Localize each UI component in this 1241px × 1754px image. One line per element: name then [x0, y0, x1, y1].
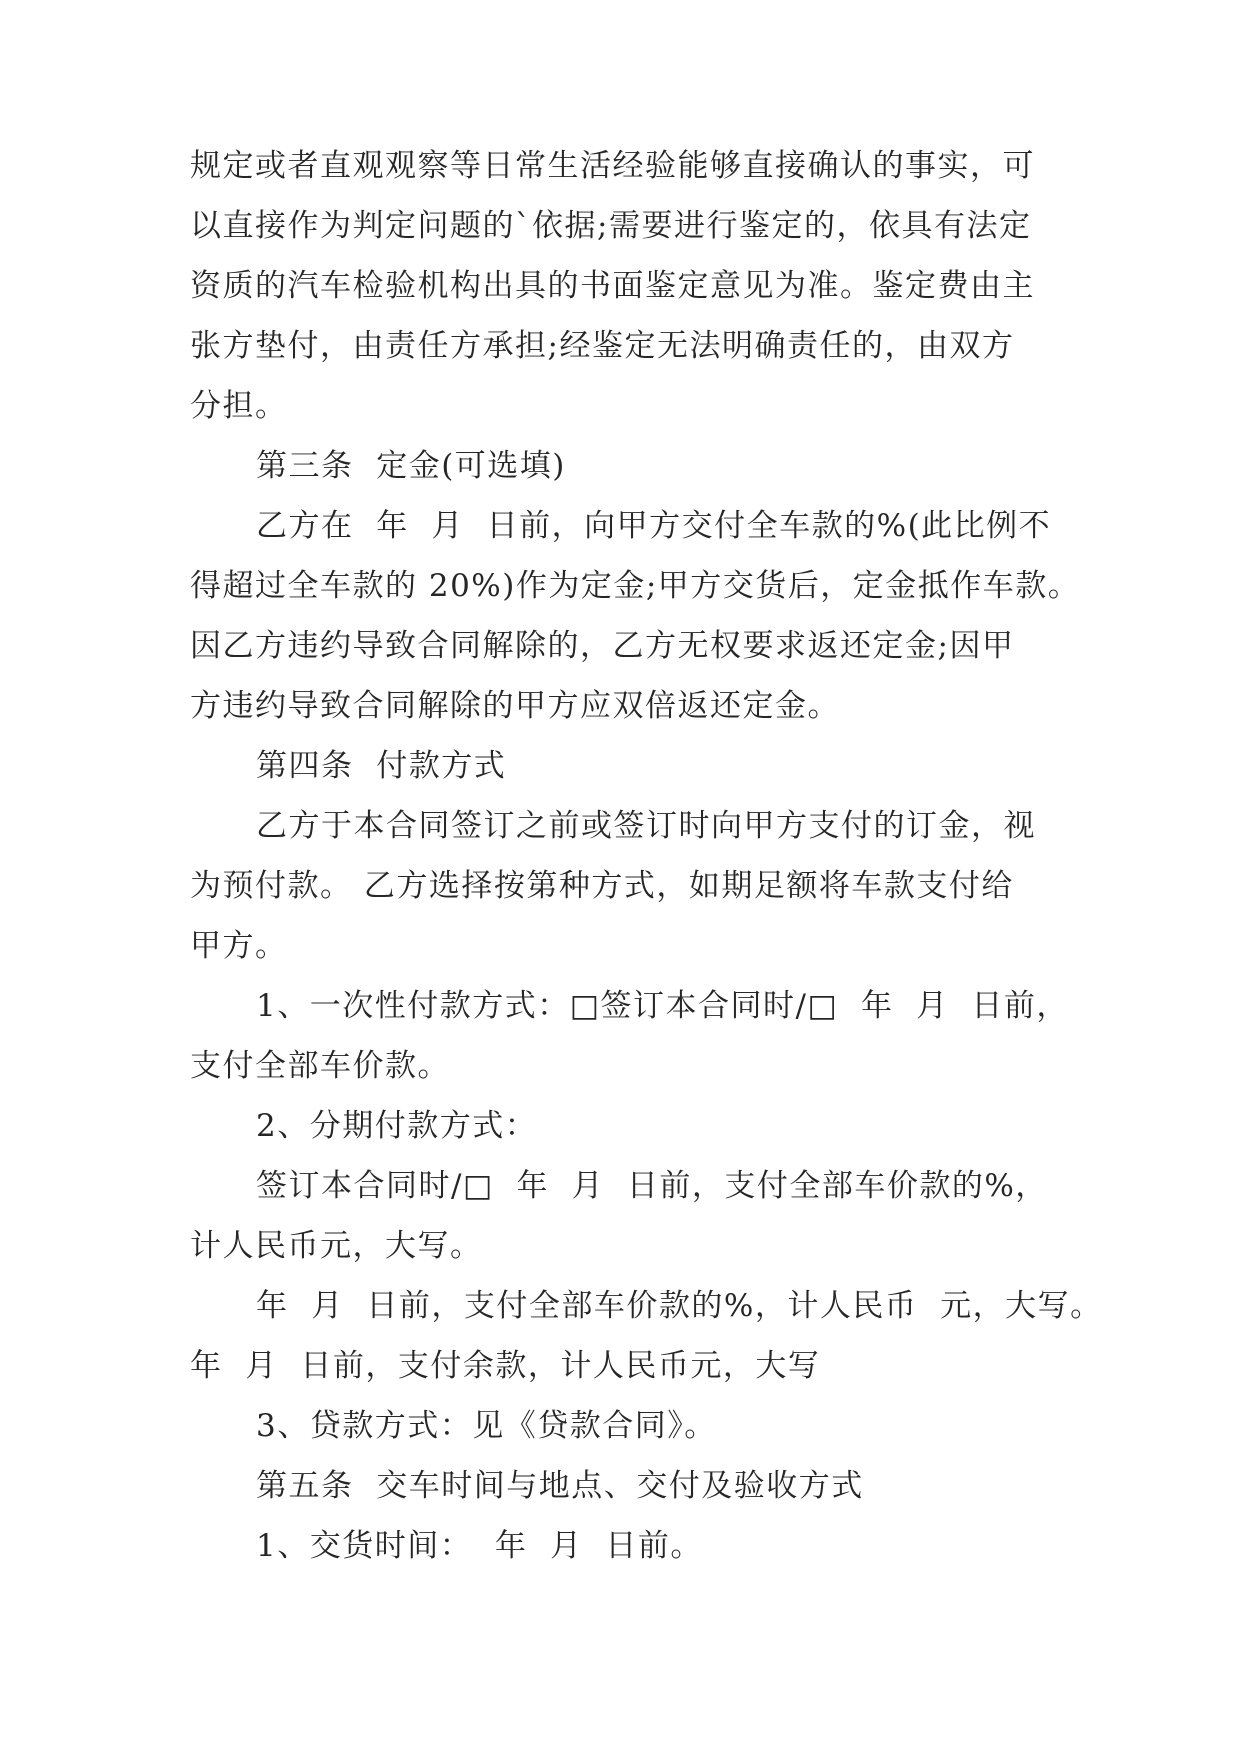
text-line: 资质的汽车检验机构出具的书面鉴定意见为准。鉴定费由主 — [190, 268, 1035, 304]
text-line: 年 月 日前，支付余款，计人民币元，大写 — [190, 1348, 821, 1384]
text-line: 因乙方违约导致合同解除的，乙方无权要求返还定金;因甲 — [190, 628, 1015, 664]
text-line: 方违约导致合同解除的甲方应双倍返还定金。 — [190, 688, 840, 724]
text-line: 张方垫付，由责任方承担;经鉴定无法明确责任的，由双方 — [190, 328, 1015, 364]
text-line: 乙方在 年 月 日前，向甲方交付全车款的%(此比例不 — [256, 508, 1052, 544]
text-line: 为预付款。 乙方选择按第种方式，如期足额将车款支付给 — [190, 868, 1014, 904]
text-line: 甲方。 — [190, 928, 288, 964]
text-line: 1、交货时间： 年 月 日前。 — [256, 1528, 703, 1564]
section-heading: 第四条 付款方式 — [256, 748, 507, 784]
section-heading: 第三条 定金(可选填) — [256, 448, 566, 484]
text-line: 规定或者直观观察等日常生活经验能够直接确认的事实，可 — [190, 148, 1035, 184]
text-line: 乙方于本合同签订之前或签订时向甲方支付的订金，视 — [256, 808, 1036, 844]
text-line: 计人民币元，大写。 — [190, 1228, 483, 1264]
text-line: 2、分期付款方式： — [256, 1108, 538, 1144]
text-line: 3、贷款方式：见《贷款合同》。 — [256, 1408, 717, 1444]
text-line: 1、一次性付款方式：□签订本合同时/□ 年 月 日前， — [256, 988, 1069, 1024]
text-line: 支付全部车价款。 — [190, 1048, 450, 1084]
text-line: 得超过全车款的 20%)作为定金;甲方交货后，定金抵作车款。 — [190, 568, 1081, 604]
text-line: 分担。 — [190, 388, 288, 424]
text-line: 以直接作为判定问题的`依据;需要进行鉴定的，依具有法定 — [190, 208, 1032, 244]
text-line: 年 月 日前，支付全部车价款的%，计人民币 元，大写。 — [256, 1288, 1103, 1324]
text-line: 签订本合同时/□ 年 月 日前，支付全部车价款的%， — [256, 1168, 1048, 1204]
section-heading: 第五条 交车时间与地点、交付及验收方式 — [256, 1468, 864, 1504]
